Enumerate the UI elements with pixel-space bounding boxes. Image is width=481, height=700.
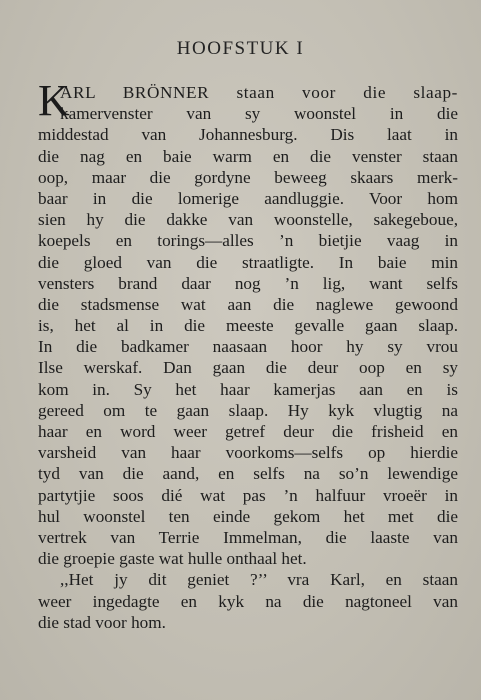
text-line: die gloed van die straatligte. In baie min — [38, 252, 458, 272]
text-line: sien hy die dakke van woonstelle, sakegeboue, — [38, 210, 458, 230]
text-line: vensters brand daar nog ’n lig, want selfs — [38, 273, 458, 293]
text-line: die groepie gaste wat hulle onthaal het. — [38, 549, 307, 569]
text-line: ARL BRÖNNER staan voor die slaap- — [60, 83, 458, 102]
text-line: weer ingedagte en kyk na die nagtoneel van — [38, 591, 458, 611]
text-line: vertrek van Terrie Immelman, die laaste van — [38, 527, 458, 547]
text-line: kom in. Sy het haar kamerjas aan en is — [38, 379, 458, 399]
text-line: die nag en baie warm en die venster staan — [38, 146, 458, 166]
text-line: partytjie soos dié wat pas ’n halfuur vroeër in — [38, 485, 458, 505]
text-line: tyd van die aand, en selfs na so’n lewendige — [38, 464, 458, 484]
text-line: baar in die lomerige aandluggie. Voor hom — [38, 188, 458, 208]
paragraph-1 — [38, 82, 458, 569]
text-line: kamervenster van sy woonstel in die — [60, 104, 458, 124]
text-line: die stadsmense wat aan die naglewe gewoond — [38, 294, 458, 314]
paragraph-2 — [38, 569, 458, 633]
text-line: Ilse werskaf. Dan gaan die deur oop en sy — [38, 358, 458, 378]
drop-cap-letter: K — [38, 76, 70, 125]
text-line: oop, maar die gordyne beweeg skaars merk- — [38, 167, 458, 187]
body-text — [38, 76, 458, 633]
text-line: varsheid van haar voorkoms—selfs op hierdie — [38, 443, 458, 463]
text-line: is, het al in die meeste gevalle gaan slaap. — [38, 316, 458, 336]
text-line: In die badkamer naasaan hoor hy sy vrou — [38, 337, 458, 357]
chapter-title: HOOFSTUK I — [176, 38, 305, 59]
text-line: hul woonstel ten einde gekom het met die — [38, 506, 458, 526]
text-line: ,,Het jy dit geniet ?’’ vra Karl, en staan — [60, 570, 458, 590]
text-line: middestad van Johannesburg. Dis laat in — [38, 125, 458, 145]
text-line: koepels en torings—alles ’n bietjie vaag in — [38, 231, 458, 251]
text-line: die stad voor hom. — [38, 612, 166, 632]
text-line: haar en word weer getref deur die frisheid en — [38, 422, 458, 441]
text-line: gereed om te gaan slaap. Hy kyk vlugtig na — [38, 400, 458, 420]
